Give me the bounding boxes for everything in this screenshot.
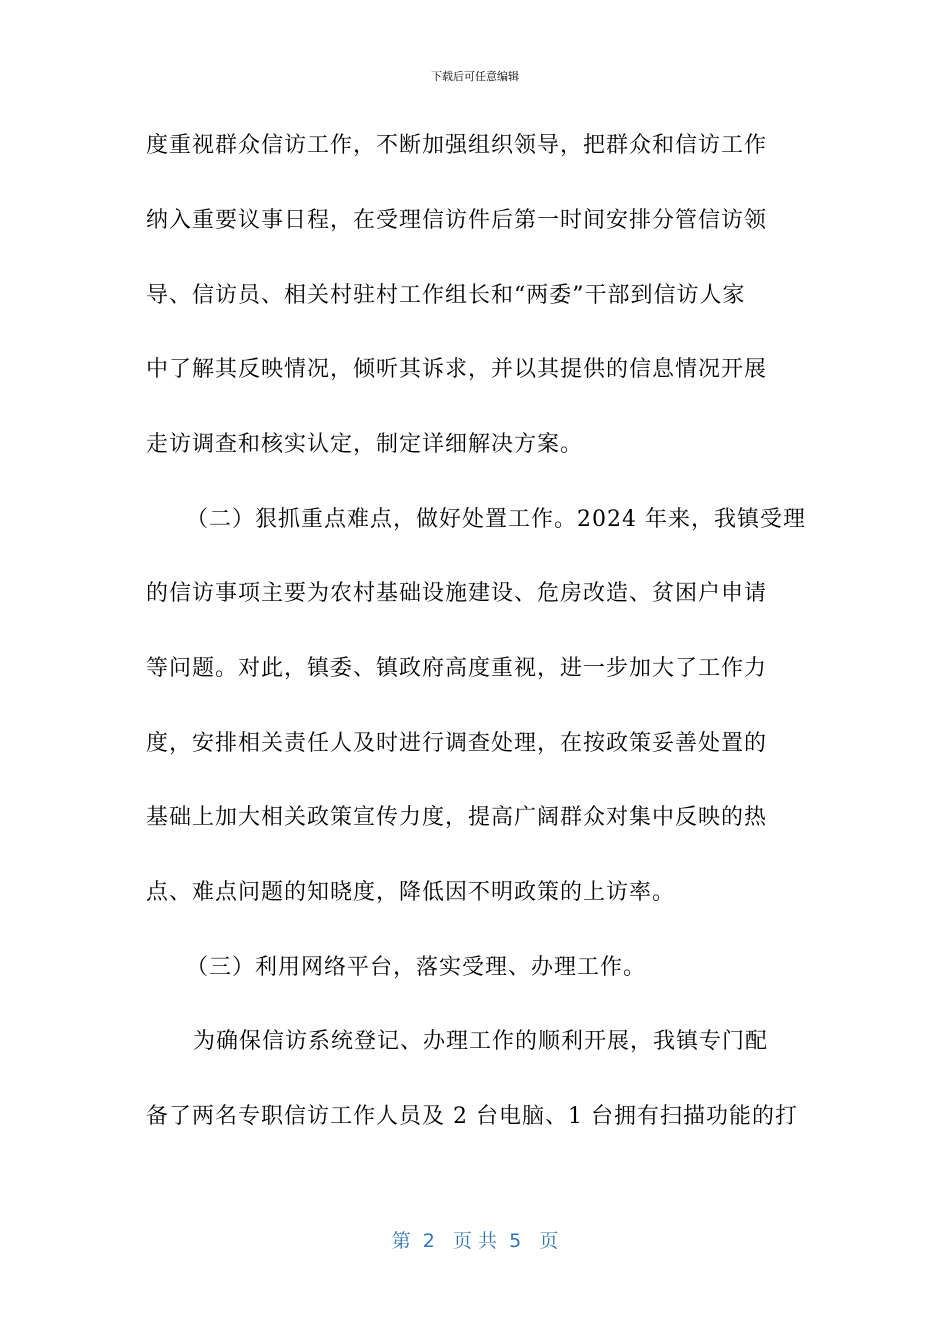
text-line: 为确保信访系统登记、办理工作的顺利开展，我镇专门配	[193, 1029, 769, 1054]
page-number-footer: 第 2 页 共 5 页	[391, 1230, 559, 1252]
text-line: 走访调查和核实认定，制定详细解决方案。	[146, 432, 584, 457]
section-heading-2: （二）狠抓重点难点，做好处置工作。2024 年来，我镇受理	[186, 507, 806, 532]
text-line: 基础上加大相关政策宣传力度，提高广阔群众对集中反映的热	[146, 805, 768, 830]
text-line: 的信访事项主要为农村基础设施建设、危房改造、贫困户申请	[146, 581, 768, 606]
text-line: 导、信访员、相关村驻村工作组长和“两委”干部到信访人家	[146, 283, 746, 308]
text-line: 点、难点问题的知晓度，降低因不明政策的上访率。	[146, 880, 676, 905]
header-note: 下载后可任意编辑	[431, 70, 519, 83]
text-line: 等问题。对此，镇委、镇政府高度重视，进一步加大了工作力	[146, 656, 768, 681]
text-line: 中了解其反映情况，倾听其诉求，并以其提供的信息情况开展	[146, 357, 768, 382]
text-line: 纳入重要议事日程，在受理信访件后第一时间安排分管信访领	[146, 208, 768, 233]
text-line: 备了两名专职信访工作人员及 2 台电脑、1 台拥有扫描功能的打	[146, 1104, 798, 1129]
text-line: 度重视群众信访工作，不断加强组织领导，把群众和信访工作	[146, 133, 768, 158]
section-heading-3: （三）利用网络平台，落实受理、办理工作。	[186, 955, 647, 980]
text-line: 度，安排相关责任人及时进行调查处理，在按政策妥善处置的	[146, 731, 768, 756]
